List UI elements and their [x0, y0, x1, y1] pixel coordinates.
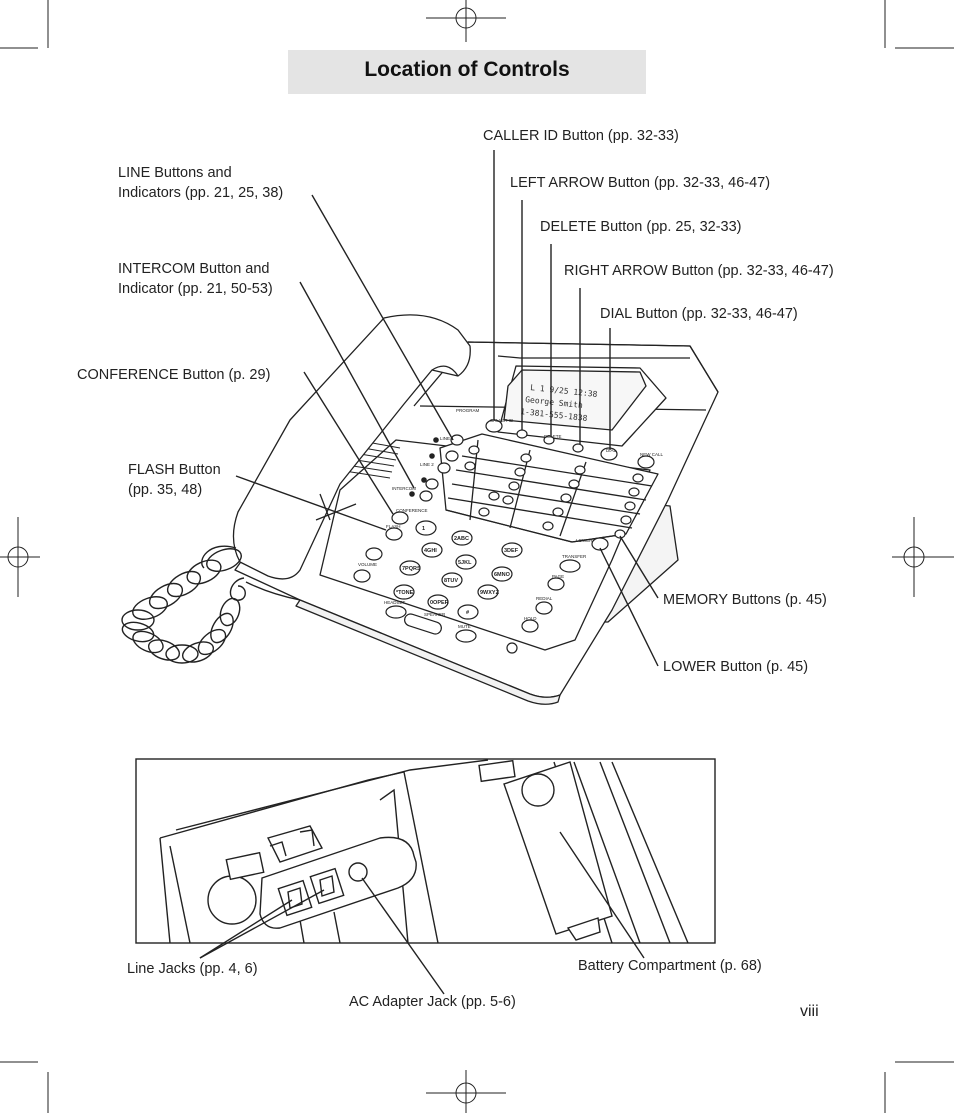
key-0: 0OPER: [430, 600, 449, 606]
display-line-1: L 1 9/25 12:38: [529, 383, 598, 400]
key-7: 7PQRS: [402, 566, 421, 572]
phone-label-transfer: TRANSFER: [562, 554, 587, 559]
label-intercom-button: [118, 259, 273, 299]
key-5: 5JKL: [458, 560, 472, 566]
key-6: 6MNO: [494, 572, 510, 578]
phone-label-line1: LINE 1: [440, 436, 454, 441]
label-left-arrow-button: LEFT ARROW Button (pp. 32-33, 46-47): [510, 175, 771, 191]
key-4: 4GHI: [424, 548, 437, 554]
phone-label-page: PAGE: [552, 574, 565, 579]
label-conference-button: CONFERENCE Button (p. 29): [77, 367, 271, 383]
phone-label-new-call: NEW CALL: [640, 452, 664, 457]
label-flash-button: [128, 460, 221, 500]
key-hash: #: [466, 610, 470, 616]
phone-label-flash: FLASH: [386, 524, 401, 529]
phone-label-lower: LOWER: [576, 538, 593, 543]
phone-label-program: PROGRAM: [456, 408, 480, 413]
label-ac-adapter-jack: AC Adapter Jack (pp. 5-6): [349, 994, 516, 1010]
key-2: 2ABC: [454, 536, 469, 542]
label-memory-buttons: MEMORY Buttons (p. 45): [663, 592, 827, 608]
phone-label-hold: HOLD: [524, 616, 537, 621]
title-banner: [288, 50, 646, 94]
registration-mark-bottom: [426, 1070, 506, 1113]
phone-label-conference: CONFERENCE: [396, 508, 428, 513]
key-1: 1: [422, 526, 426, 532]
label-flash-line-1: FLASH Button: [128, 462, 221, 478]
label-line-jacks: Line Jacks (pp. 4, 6): [127, 961, 258, 977]
label-delete-button: DELETE Button (pp. 25, 32-33): [540, 219, 742, 235]
label-line-buttons: [118, 163, 283, 203]
label-flash-line-2: (pp. 35, 48): [128, 482, 203, 498]
label-line-buttons-line-1: LINE Buttons and: [118, 165, 232, 181]
key-8: 8TUV: [444, 578, 459, 584]
phone-label-mute: MUTE: [458, 624, 471, 629]
phone-label-redial: REDIAL: [536, 596, 553, 601]
label-lower-button: LOWER Button (p. 45): [663, 659, 809, 675]
phone-label-caller-id: CALLER ID: [490, 418, 514, 423]
phone-label-speaker: SPEAKER: [424, 612, 446, 617]
phone-label-volume: VOLUME: [358, 562, 378, 567]
label-dial-button: DIAL Button (pp. 32-33, 46-47): [600, 306, 798, 322]
label-right-arrow-button: RIGHT ARROW Button (pp. 32-33, 46-47): [564, 263, 834, 279]
label-battery-compartment: Battery Compartment (p. 68): [578, 958, 762, 974]
label-intercom-line-1: INTERCOM Button and: [118, 261, 270, 277]
underside-illustration: [136, 759, 715, 943]
display-line-3: 1-381-555-1838: [519, 407, 588, 424]
registration-mark-right: [892, 517, 954, 597]
key-9: 9WXYZ: [480, 590, 499, 596]
phone-label-intercom: INTERCOM: [392, 486, 416, 491]
phone-label-delete: DELETE: [544, 434, 562, 439]
display-line-2: George Smith: [524, 395, 584, 411]
label-caller-id-button: CALLER ID Button (pp. 32-33): [483, 128, 679, 144]
key-star: *TONE: [396, 590, 414, 596]
page-number: viii: [800, 1003, 819, 1020]
phone-label-dial: DIAL: [606, 448, 617, 453]
key-3: 3DEF: [504, 548, 519, 554]
registration-mark-top: [426, 0, 506, 42]
page-title: Location of Controls: [364, 58, 570, 81]
label-line-buttons-line-2: Indicators (pp. 21, 25, 38): [118, 185, 284, 201]
registration-mark-left: [0, 517, 40, 597]
phone-label-line2: LINE 2: [420, 462, 434, 467]
label-intercom-line-2: Indicator (pp. 21, 50-53): [118, 281, 273, 297]
phone-label-headset: HEADSET: [384, 600, 406, 605]
